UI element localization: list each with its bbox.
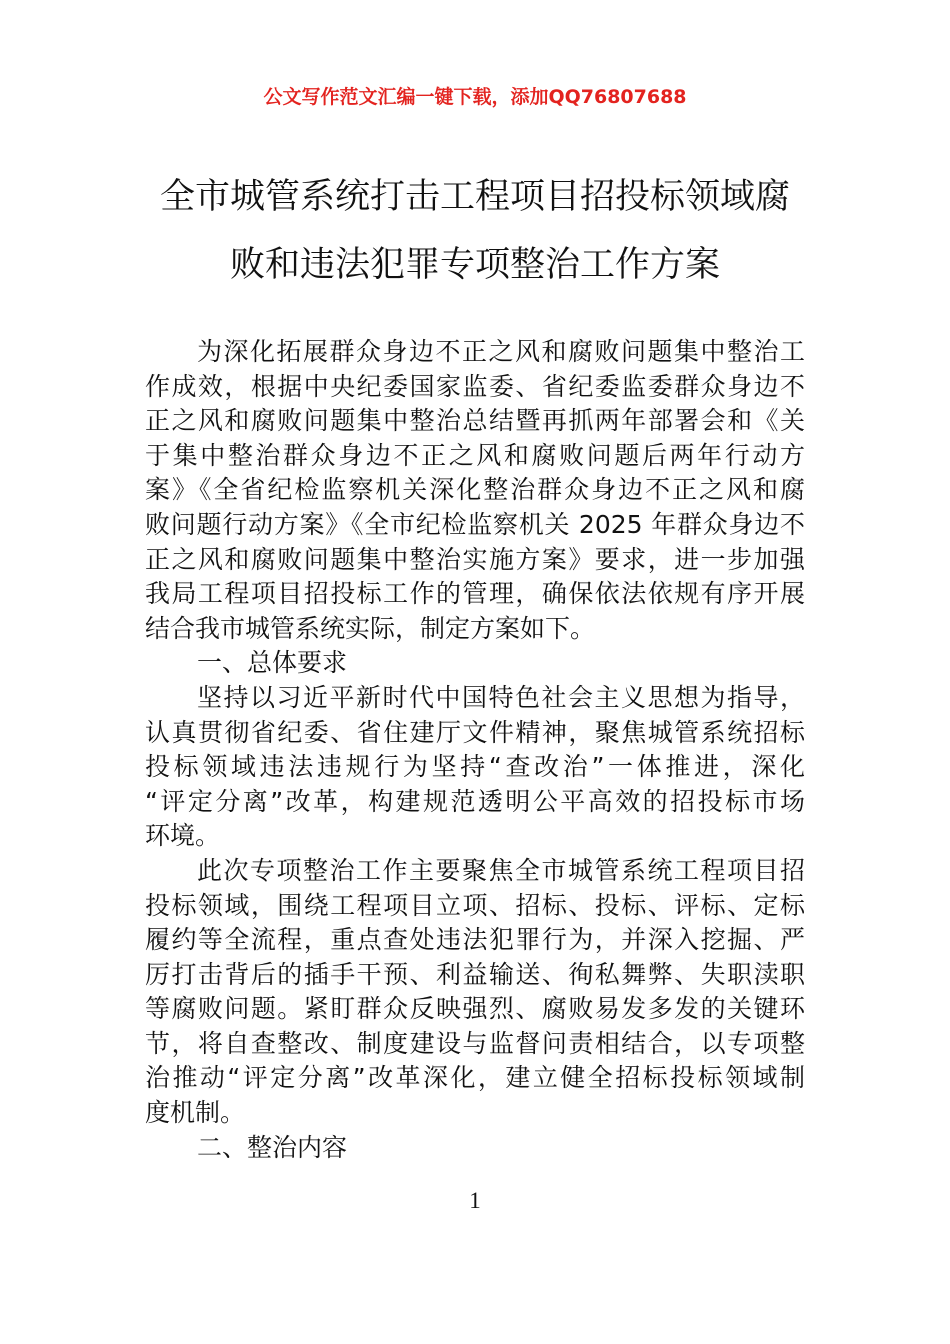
text-line: 履约等全流程，重点查处违法犯罪行为，并深入挖掘、严 <box>145 925 805 955</box>
section-heading <box>145 1131 805 1166</box>
text-line: 节，将自查整改、制度建设与监督问责相结合，以专项整 <box>145 1028 805 1058</box>
document-body <box>145 335 805 1165</box>
text-line: 治推动“评定分离”改革深化，建立健全招标投标领域制 <box>145 1063 805 1093</box>
paragraph <box>145 335 805 646</box>
paragraph <box>145 681 805 854</box>
section-heading <box>145 646 805 681</box>
text-line: 为深化拓展群众身边不正之风和腐败问题集中整治工 <box>197 337 805 366</box>
promo-header: 公文写作范文汇编一键下载，添加QQ76807688 <box>263 86 687 108</box>
text-line: 此次专项整治工作主要聚焦全市城管系统工程项目招 <box>197 855 805 885</box>
text-line: 度机制。 <box>145 1098 246 1128</box>
text-line: 于集中整治群众身边不正之风和腐败问题后两年行动方 <box>145 440 805 470</box>
text-line: 作成效，根据中央纪委国家监委、省纪委监委群众身边不 <box>145 371 805 401</box>
paragraph <box>145 854 805 1131</box>
page-number: 1 <box>469 1188 481 1213</box>
text-line: 正之风和腐败问题集中整治总结暨再抓两年部署会和《关 <box>145 406 805 436</box>
text-line: 败问题行动方案》《全市纪检监察机关 2025 年群众身边不 <box>145 509 805 539</box>
document-title-line-1: 全市城管系统打击工程项目招投标领域腐 <box>159 177 790 217</box>
text-line: 结合我市城管系统实际，制定方案如下。 <box>145 613 596 643</box>
text-line: 投标领域违法违规行为坚持“查改治”一体推进，深化 <box>145 752 805 782</box>
text-line: “评定分离”改革，构建规范透明公平高效的招投标市场 <box>145 786 805 816</box>
text-line: 厉打击背后的插手干预、利益输送、徇私舞弊、失职渎职 <box>145 959 805 989</box>
text-line: 一、总体要求 <box>197 648 348 678</box>
text-line: 等腐败问题。紧盯群众反映强烈、腐败易发多发的关键环 <box>145 994 805 1024</box>
text-line: 我局工程项目招投标工作的管理，确保依法依规有序开展 <box>145 579 805 609</box>
text-line: 二、整治内容 <box>197 1132 348 1162</box>
text-line: 投标领域，围绕工程项目立项、招标、投标、评标、定标 <box>145 890 805 920</box>
text-line: 案》《全省纪检监察机关深化整治群众身边不正之风和腐 <box>145 475 805 505</box>
document-title-line-2: 败和违法犯罪专项整治工作方案 <box>229 245 720 285</box>
text-line: 正之风和腐败问题集中整治实施方案》要求，进一步加强 <box>145 544 805 574</box>
text-line: 坚持以习近平新时代中国特色社会主义思想为指导， <box>197 682 805 712</box>
text-line: 认真贯彻省纪委、省住建厅文件精神，聚焦城管系统招标 <box>145 717 805 747</box>
text-line: 环境。 <box>145 821 221 851</box>
